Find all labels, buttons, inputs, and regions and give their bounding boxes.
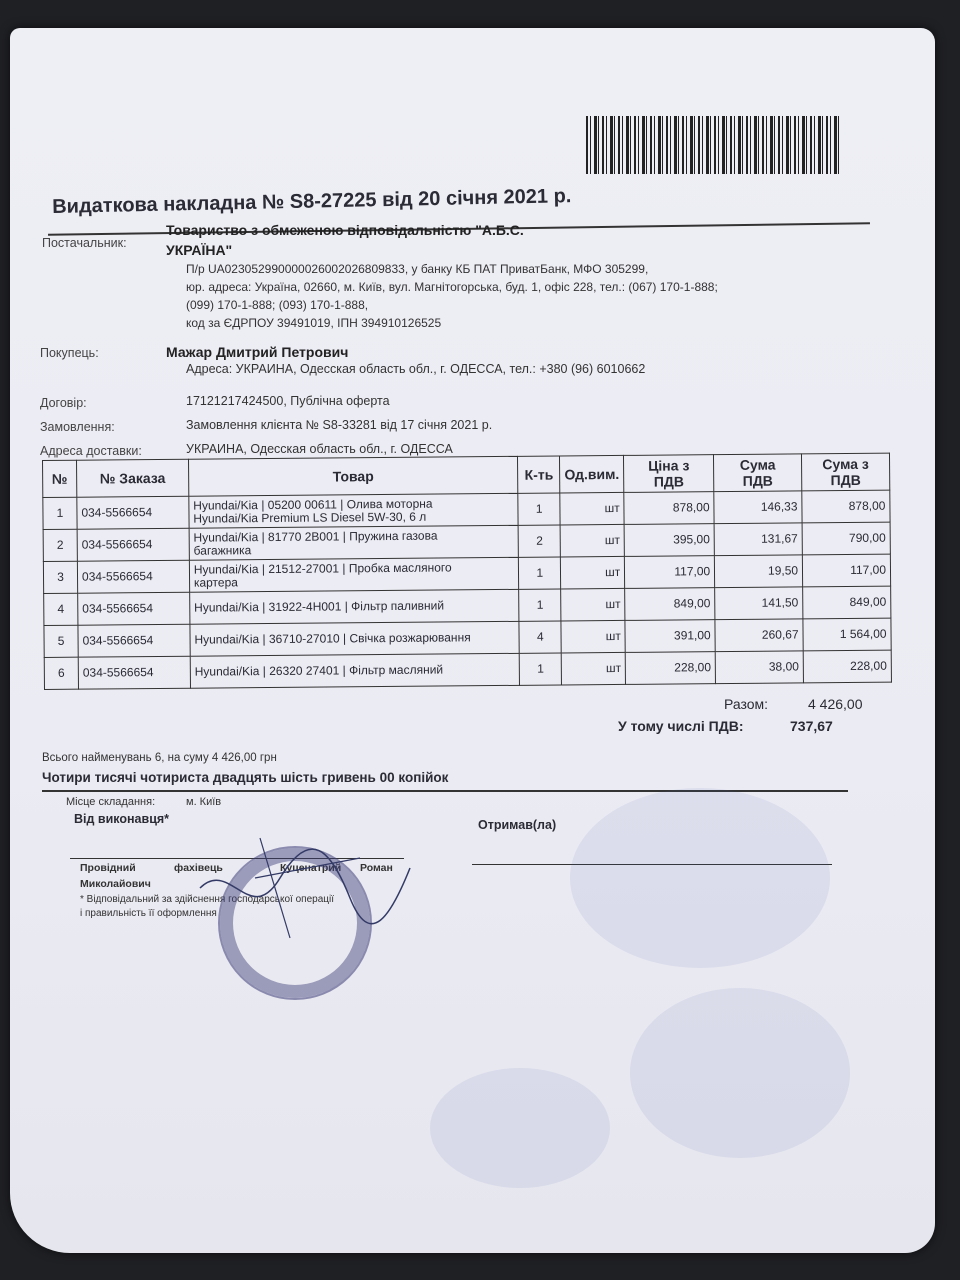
cell-qty: 1 bbox=[520, 653, 562, 685]
col-vat-header-l2: ПДВ bbox=[742, 472, 773, 489]
col-sum-header bbox=[802, 453, 890, 491]
cell-sum: 790,00 bbox=[802, 522, 890, 555]
cell-qty: 1 bbox=[519, 589, 561, 621]
supplier-codes: код за ЄДРПОУ 39491019, ІПН 394910126525 bbox=[186, 316, 442, 330]
cell-vat: 260,67 bbox=[715, 619, 803, 652]
invoice-paper bbox=[10, 28, 935, 1253]
cell-price: 391,00 bbox=[625, 620, 715, 653]
signer-position: Провідний bbox=[80, 862, 136, 874]
cell-sum: 849,00 bbox=[803, 586, 891, 619]
cell-unit: шт bbox=[561, 620, 625, 653]
delivery-value: УКРАИНА, Одесская область обл., г. ОДЕССА bbox=[186, 442, 453, 456]
cell-sum: 228,00 bbox=[803, 650, 891, 683]
cell-price: 395,00 bbox=[624, 524, 714, 557]
cell-vat: 19,50 bbox=[715, 555, 803, 588]
received-label: Отримав(ла) bbox=[478, 818, 557, 832]
cell-item-l2: Hyundai/Kia Premium LS Diesel 5W-30, 6 л bbox=[193, 509, 427, 526]
cell-item: Hyundai/Kia | 31922-4H001 | Фільтр паливний bbox=[190, 589, 520, 624]
cell-num: 1 bbox=[43, 497, 77, 529]
cell-price: 849,00 bbox=[625, 588, 715, 621]
col-price-header-l2: ПДВ bbox=[653, 473, 685, 490]
col-price-header-l1: Ціна з bbox=[648, 457, 690, 474]
amount-in-words: Чотири тисячі чотириста двадцять шість гривень 00 копійок bbox=[42, 770, 449, 785]
cell-num: 3 bbox=[43, 561, 77, 593]
total-value: 4 426,00 bbox=[808, 696, 863, 712]
cell-qty: 2 bbox=[518, 525, 560, 557]
cell-unit: шт bbox=[560, 524, 624, 557]
col-vat-header bbox=[714, 454, 802, 492]
cell-vat: 141,50 bbox=[715, 587, 803, 620]
col-sum-header-l1: Сума з bbox=[822, 455, 869, 473]
ink-smudge bbox=[570, 788, 830, 968]
place-label: Місце складання: bbox=[66, 796, 156, 808]
footnote-line1: * Відповідальний за здійснення господарської операції bbox=[80, 894, 334, 905]
place-value: м. Київ bbox=[186, 796, 222, 808]
cell-num: 6 bbox=[44, 657, 78, 689]
supplier-name-line2: УКРАЇНА" bbox=[166, 242, 233, 258]
cell-unit: шт bbox=[560, 492, 624, 525]
footnote-line2: і правильність її оформлення bbox=[80, 908, 217, 919]
contract-label: Договір: bbox=[40, 396, 87, 410]
delivery-label: Адреса доставки: bbox=[40, 444, 142, 458]
barcode bbox=[586, 116, 840, 174]
cell-price: 117,00 bbox=[625, 556, 715, 589]
cell-order: 034-5566654 bbox=[78, 592, 190, 625]
col-order-header: № Заказа bbox=[76, 459, 188, 497]
cell-sum: 117,00 bbox=[802, 554, 890, 587]
supplier-account: П/р UA023052990000026002026809833, у банку КБ ПАТ ПриватБанк, МФО 305299, bbox=[186, 262, 649, 276]
cell-item-l1: Hyundai/Kia | 05200 00611 | Олива моторна bbox=[193, 496, 433, 513]
contract-value: 17121217424500, Публічна оферта bbox=[186, 394, 390, 408]
cell-price: 228,00 bbox=[625, 652, 715, 685]
col-num-header: № bbox=[43, 460, 77, 497]
cell-qty: 1 bbox=[518, 493, 560, 525]
cell-price: 878,00 bbox=[624, 492, 714, 525]
cell-sum: 878,00 bbox=[802, 490, 890, 523]
ink-smudge bbox=[430, 1068, 610, 1188]
signer-first-name: Роман bbox=[360, 862, 393, 874]
cell-num: 2 bbox=[43, 529, 77, 561]
cell-order: 034-5566654 bbox=[77, 560, 189, 593]
cell-qty: 4 bbox=[519, 621, 561, 653]
cell-order: 034-5566654 bbox=[77, 528, 189, 561]
supplier-label: Постачальник: bbox=[42, 236, 127, 250]
cell-order: 034-5566654 bbox=[78, 624, 190, 657]
supplier-address: юр. адреса: Україна, 02660, м. Київ, вул. Магнітогорська, буд. 1, офіс 228, тел.: (067) 170-1-888; bbox=[186, 280, 718, 294]
supplier-phones: (099) 170-1-888; (093) 170-1-888, bbox=[186, 298, 369, 312]
cell-item: Hyundai/Kia | 36710-27010 | Свічка розжарювання bbox=[190, 621, 520, 656]
supplier-name-line1: Товариство з обмеженою відповідальністю "А.Б.С. bbox=[166, 222, 524, 238]
total-label: Разом: bbox=[724, 696, 769, 712]
buyer-address: Адреса: УКРАИНА, Одесская область обл., г. ОДЕССА, тел.: +380 (96) 6010662 bbox=[186, 362, 646, 376]
cell-item-l1: Hyundai/Kia | 21512-27001 | Пробка масляного bbox=[193, 559, 452, 577]
col-qty-header: К-ть bbox=[518, 456, 560, 493]
buyer-name: Мажар Дмитрий Петрович bbox=[166, 344, 349, 360]
vat-total-label: У тому числі ПДВ: bbox=[618, 718, 744, 734]
cell-vat: 131,67 bbox=[714, 523, 802, 556]
order-value: Замовлення клієнта № S8-33281 від 17 січня 2021 р. bbox=[186, 418, 493, 432]
order-label: Замовлення: bbox=[40, 420, 115, 434]
signer-position-2: фахівець bbox=[174, 862, 223, 874]
invoice-title: Видаткова накладна № S8-27225 від 20 січня 2021 р. bbox=[52, 185, 572, 218]
buyer-label: Покупець: bbox=[40, 346, 99, 360]
col-sum-header-l2: ПДВ bbox=[830, 471, 861, 489]
from-executor-label: Від виконавця* bbox=[74, 812, 170, 826]
cell-sum: 1 564,00 bbox=[803, 618, 891, 651]
cell-item bbox=[189, 557, 519, 592]
cell-item-l1: Hyundai/Kia | 81770 2B001 | Пружина газова bbox=[193, 528, 438, 545]
cell-item bbox=[189, 493, 519, 528]
cell-vat: 38,00 bbox=[715, 651, 803, 684]
cell-order: 034-5566654 bbox=[78, 656, 190, 689]
table-row bbox=[44, 650, 891, 689]
handwritten-signature bbox=[160, 818, 420, 958]
cell-item-l2: картера bbox=[193, 574, 238, 590]
cell-qty: 1 bbox=[519, 557, 561, 589]
cell-item-l2: багажника bbox=[193, 542, 252, 558]
vat-total-value: 737,67 bbox=[790, 718, 833, 734]
ink-smudge bbox=[630, 988, 850, 1158]
cell-item bbox=[189, 525, 519, 560]
cell-vat: 146,33 bbox=[714, 491, 802, 524]
signer-surname: Куценатрий bbox=[280, 862, 342, 874]
items-count-line: Всього найменувань 6, на суму 4 426,00 грн bbox=[42, 752, 277, 764]
cell-num: 4 bbox=[44, 593, 78, 625]
cell-item: Hyundai/Kia | 26320 27401 | Фільтр масляний bbox=[190, 653, 520, 688]
items-table bbox=[42, 453, 892, 690]
col-price-header bbox=[624, 455, 714, 493]
cell-num: 5 bbox=[44, 625, 78, 657]
signer-patronymic: Миколайович bbox=[80, 878, 151, 890]
cell-order: 034-5566654 bbox=[77, 496, 189, 529]
col-vat-header-l1: Сума bbox=[739, 456, 776, 473]
cell-unit: шт bbox=[561, 652, 625, 685]
cell-unit: шт bbox=[561, 588, 625, 621]
col-item-header: Товар bbox=[188, 456, 518, 496]
col-unit-header: Од.вим. bbox=[560, 455, 624, 493]
cell-unit: шт bbox=[561, 556, 625, 589]
